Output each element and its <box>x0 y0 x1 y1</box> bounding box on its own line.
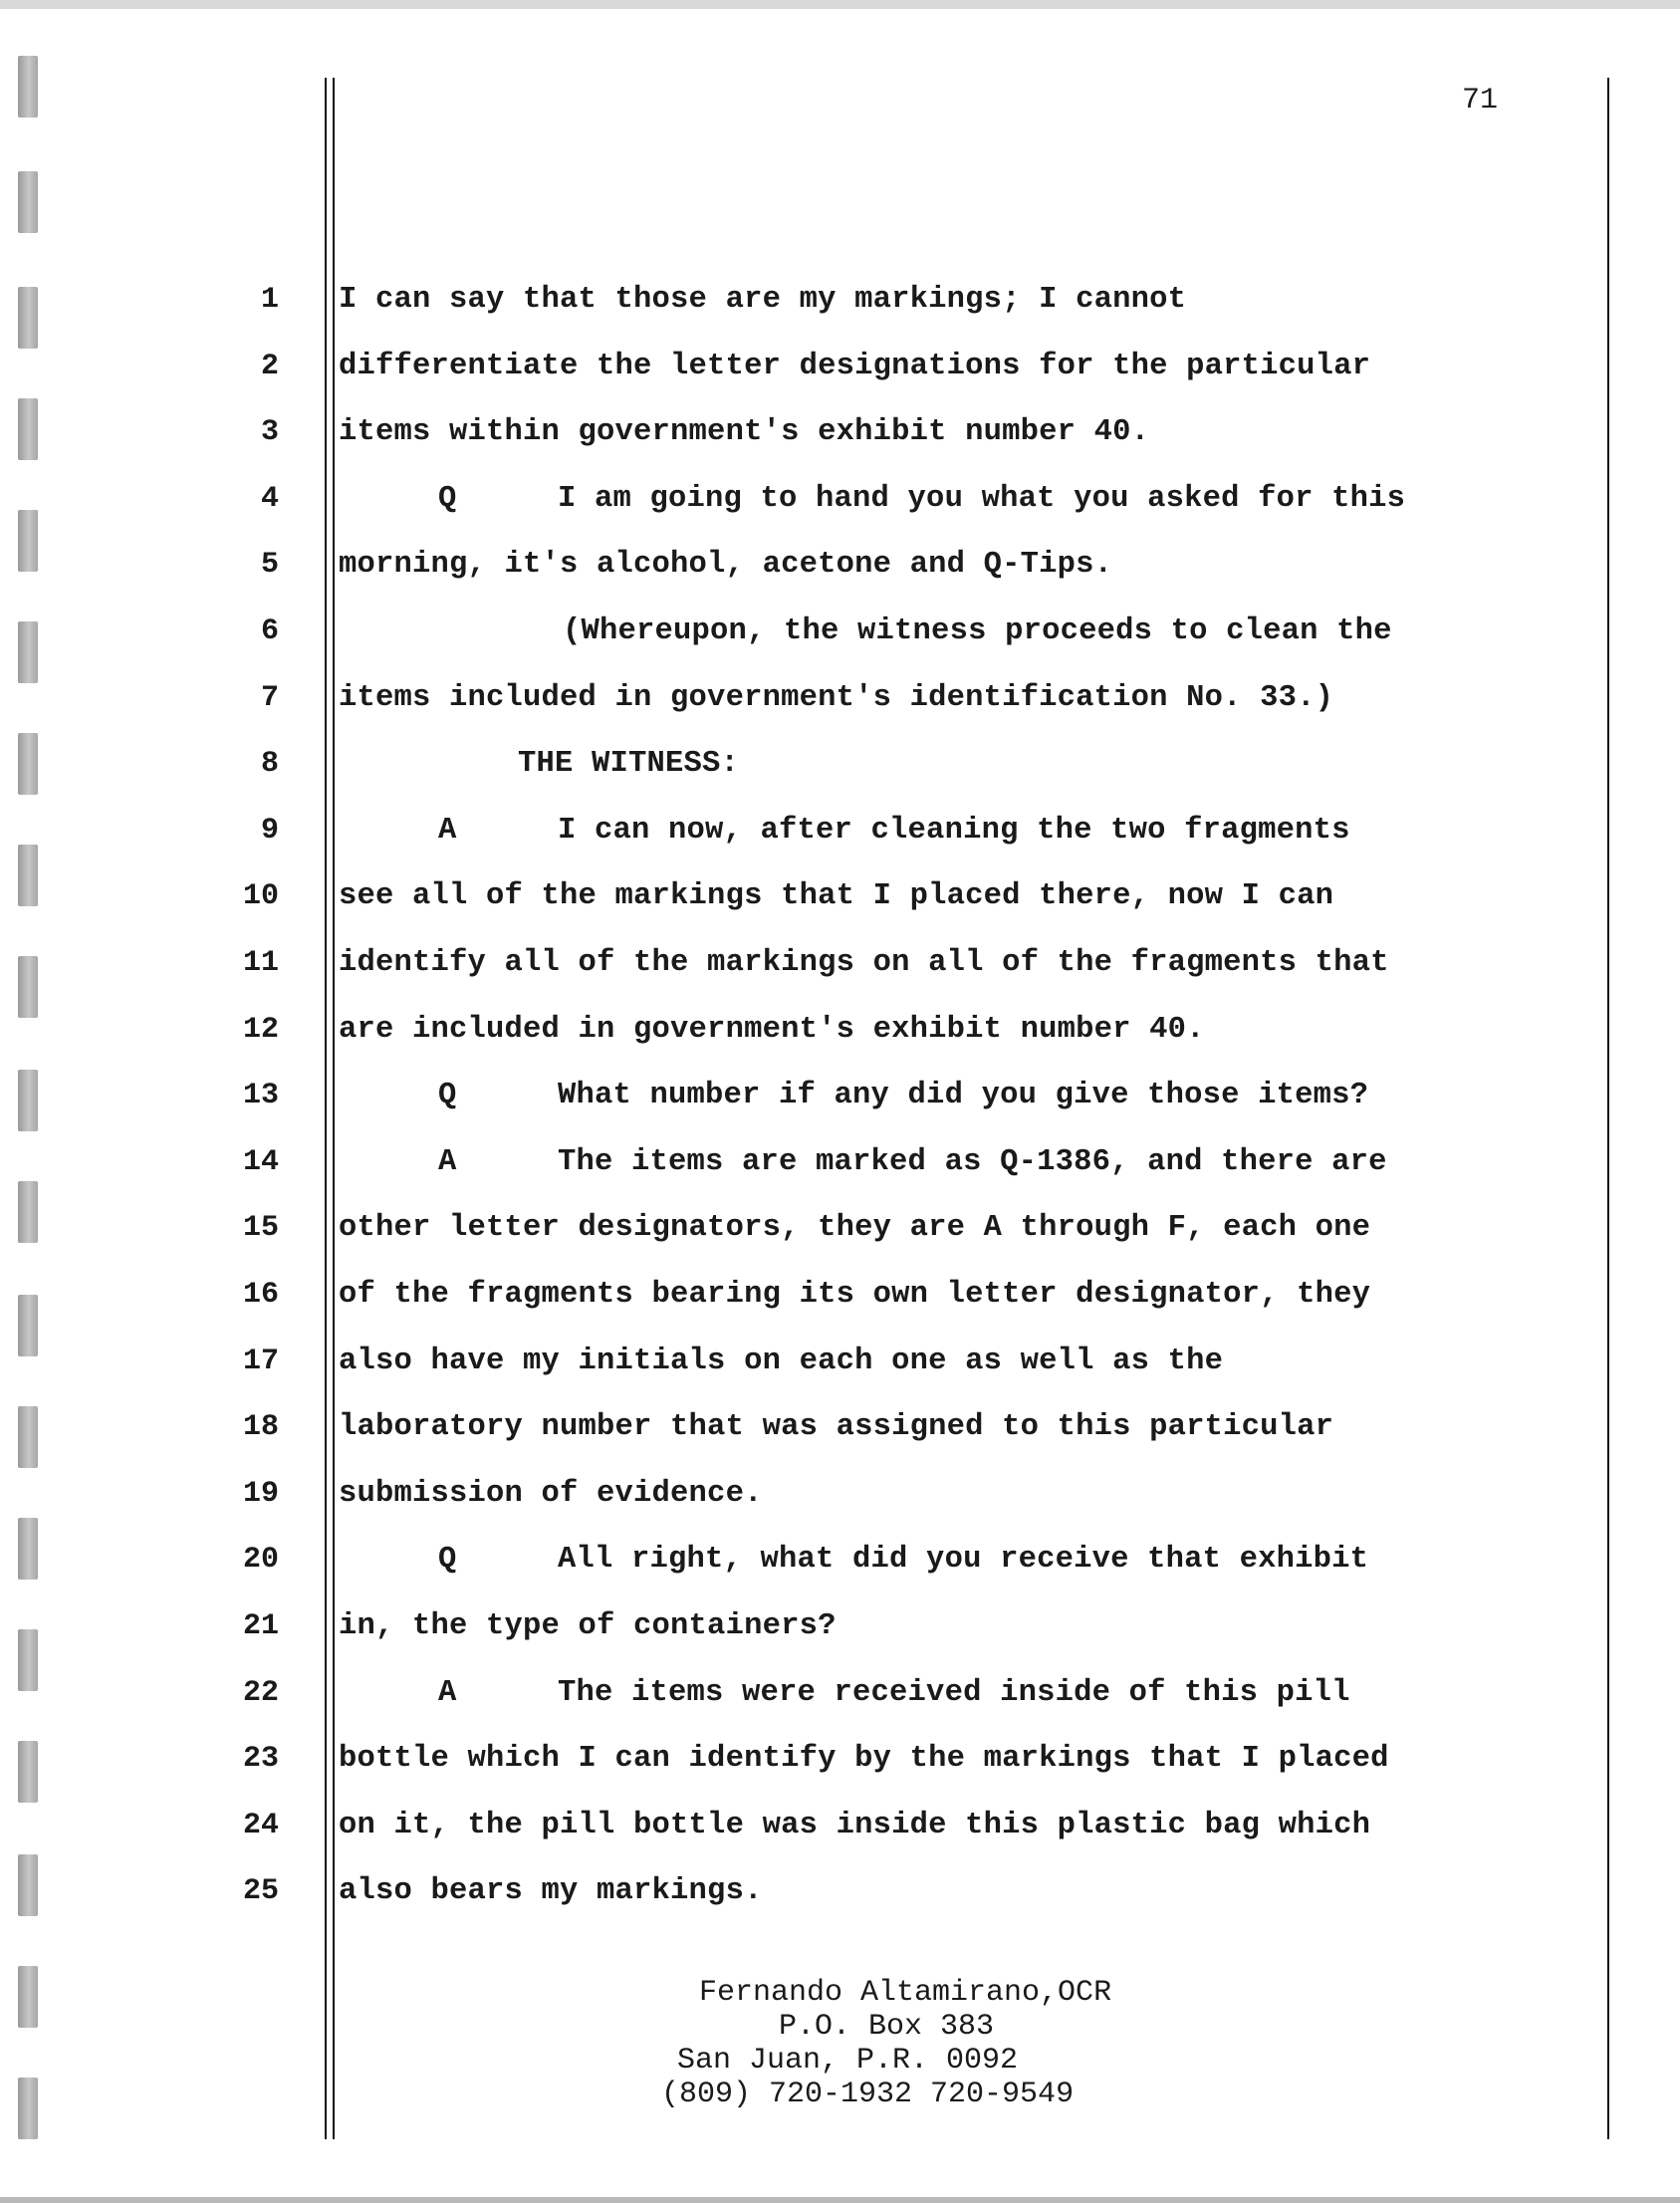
line-text: in, the type of containers? <box>339 1609 837 1643</box>
line-text: laboratory number that was assigned to this particular <box>339 1410 1334 1444</box>
transcript-line <box>0 1278 1680 1344</box>
line-number: 4 <box>260 482 279 516</box>
transcript-line <box>0 1742 1680 1808</box>
speaker-label: Q <box>438 1079 457 1112</box>
transcript-line <box>0 482 1680 548</box>
transcript-line <box>0 350 1680 415</box>
line-number: 15 <box>242 1211 279 1245</box>
line-text: items within government's exhibit number 40. <box>339 415 1150 449</box>
line-number: 16 <box>242 1278 279 1312</box>
binding-hole <box>18 56 38 118</box>
line-text: submission of evidence. <box>339 1477 763 1511</box>
line-text: see all of the markings that I placed there, now I can <box>339 879 1334 913</box>
line-number: 10 <box>242 879 279 913</box>
line-number: 21 <box>242 1609 279 1643</box>
transcript-line <box>0 1609 1680 1675</box>
line-number: 23 <box>242 1742 279 1776</box>
line-number: 5 <box>260 548 279 582</box>
line-number: 11 <box>242 946 279 980</box>
transcript-line <box>0 415 1680 481</box>
reporter-po-box: P.O. Box 383 <box>779 2010 995 2044</box>
line-text: other letter designators, they are A through F, each one <box>339 1211 1371 1245</box>
binding-hole <box>18 171 38 233</box>
line-text: THE WITNESS: <box>518 747 740 781</box>
line-text: I can say that those are my markings; I cannot <box>339 283 1187 317</box>
line-number: 20 <box>242 1543 279 1577</box>
line-text: I am going to hand you what you asked for this <box>558 482 1406 516</box>
transcript-line <box>0 614 1680 680</box>
line-number: 9 <box>260 814 279 848</box>
line-number: 14 <box>242 1145 279 1179</box>
line-number: 25 <box>242 1874 279 1908</box>
line-text: of the fragments bearing its own letter designator, they <box>339 1278 1371 1312</box>
line-text: items included in government's identification No. 33.) <box>339 681 1334 715</box>
transcript-line <box>0 814 1680 879</box>
line-text: morning, it's alcohol, acetone and Q-Tips. <box>339 548 1113 582</box>
binding-hole <box>18 1966 38 2028</box>
line-number: 22 <box>242 1676 279 1710</box>
transcript-line <box>0 1145 1680 1211</box>
line-number: 18 <box>242 1410 279 1444</box>
transcript-line <box>0 1477 1680 1543</box>
reporter-city: San Juan, P.R. 0092 <box>677 2044 1019 2078</box>
speaker-label: A <box>438 1145 457 1179</box>
line-text: differentiate the letter designations for the particular <box>339 350 1371 383</box>
transcript-line <box>0 1410 1680 1476</box>
line-text: (Whereupon, the witness proceeds to clean the <box>563 614 1392 648</box>
line-number: 12 <box>242 1013 279 1047</box>
transcript-line <box>0 1013 1680 1079</box>
line-text: on it, the pill bottle was inside this plastic bag which <box>339 1809 1371 1842</box>
transcript-line <box>0 1809 1680 1874</box>
line-number: 13 <box>242 1079 279 1112</box>
line-number: 7 <box>260 681 279 715</box>
line-text: are included in government's exhibit number 40. <box>339 1013 1205 1047</box>
line-number: 19 <box>242 1477 279 1511</box>
transcript-line <box>0 1543 1680 1608</box>
transcript-line <box>0 1874 1680 1940</box>
line-number: 24 <box>242 1809 279 1842</box>
line-number: 17 <box>242 1345 279 1378</box>
reporter-name: Fernando Altamirano,OCR <box>699 1976 1112 2010</box>
reporter-phone: (809) 720-1932 720-9549 <box>661 2078 1075 2111</box>
transcript-line <box>0 1079 1680 1144</box>
line-number: 3 <box>260 415 279 449</box>
transcript-line <box>0 1211 1680 1277</box>
line-text: identify all of the markings on all of the fragments that <box>339 946 1389 980</box>
line-text: I can now, after cleaning the two fragments <box>558 814 1350 848</box>
line-text: also bears my markings. <box>339 1874 763 1908</box>
transcript-line <box>0 879 1680 945</box>
line-number: 6 <box>260 614 279 648</box>
transcript-line <box>0 747 1680 813</box>
line-text: What number if any did you give those items? <box>558 1079 1369 1112</box>
line-number: 8 <box>260 747 279 781</box>
line-text: All right, what did you receive that exhibit <box>558 1543 1369 1577</box>
scan-top-edge <box>0 0 1680 9</box>
line-text: The items were received inside of this pill <box>558 1676 1350 1710</box>
transcript-line <box>0 548 1680 613</box>
page-number: 71 <box>1461 84 1498 118</box>
speaker-label: A <box>438 1676 457 1710</box>
speaker-label: Q <box>438 482 457 516</box>
transcript-line <box>0 681 1680 747</box>
scan-bottom-edge <box>0 2197 1680 2203</box>
transcript-line <box>0 1345 1680 1410</box>
transcript-line <box>0 1676 1680 1742</box>
line-text: The items are marked as Q-1386, and there are <box>558 1145 1387 1179</box>
transcript-line <box>0 946 1680 1012</box>
line-number: 2 <box>260 350 279 383</box>
line-number: 1 <box>260 283 279 317</box>
transcript-line <box>0 283 1680 349</box>
line-text: also have my initials on each one as well as the <box>339 1345 1224 1378</box>
speaker-label: A <box>438 814 457 848</box>
binding-hole <box>18 2078 38 2139</box>
line-text: bottle which I can identify by the markings that I placed <box>339 1742 1389 1776</box>
speaker-label: Q <box>438 1543 457 1577</box>
